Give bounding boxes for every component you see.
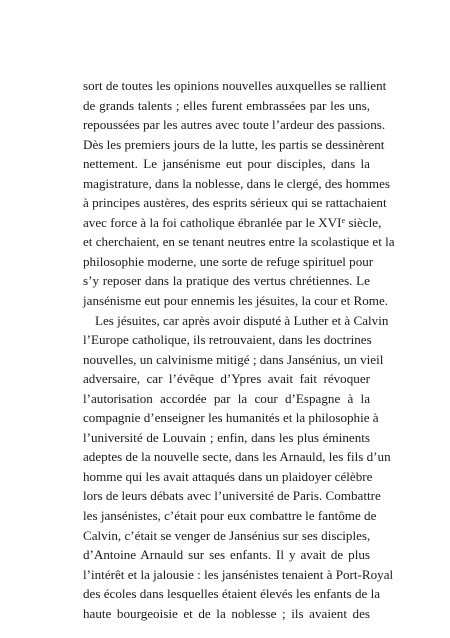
text-line: à principes austères, des esprits sérieux qui se rattachaient [83,195,387,211]
text-line-with-superscript [83,213,382,233]
text-line: homme qui les avait attaqués dans un plaidoyer célèbre [83,468,373,484]
text-line: sort de toutes les opinions nouvelles auxquelles se rallient [83,78,387,93]
body-text [83,76,395,623]
text-line: et cherchaient, en se tenant neutres entre la scolastique et la [83,234,395,250]
text-line: l’université de Louvain ; enfin, dans les plus éminents [83,429,370,445]
text-line: philosophie moderne, une sorte de refuge spirituel pour [83,253,374,269]
text-line: adversaire, car l’évêque d’Ypres avait fait révoquer [83,371,370,387]
text-line: adeptes de la nouvelle secte, dans les Arnauld, les fils d’un [83,449,391,465]
text-line: compagnie d’enseigner les humanités et la philosophie à [83,410,379,426]
text-line: des écoles dans lesquelles étaient élevés les enfants de la [83,586,381,602]
text-line: s’y reposer dans la pratique des vertus chrétiennes. Le [83,273,370,289]
text-line: jansénisme eut pour ennemis les jésuites, la cour et Rome. [83,293,389,309]
text-fragment: siècle, [348,214,382,230]
paragraph-2 [83,311,394,624]
text-line: l’autorisation accordée par la cour d’Espagne à la [83,390,370,406]
paragraph-1 [83,76,395,311]
text-fragment: avec force à la foi catholique ébranlée par le XVI [83,214,342,230]
text-line: lors de leurs débats avec l’université de Paris. Combattre [83,488,381,504]
text-line: nouvelles, un calvinisme mitigé ; dans Jansénius, un vieil [83,351,384,367]
century-superscript: e [341,215,346,225]
text-line: Calvin, c’était se venger de Jansénius sur ses disciples, [83,527,371,543]
text-line: Les jésuites, car après avoir disputé à Luther et à Calvin [95,312,389,328]
text-line: haute bourgeoisie et de la noblesse ; ils avaient des [83,605,370,621]
text-line: les jansénistes, c’était pour eux combattre le fantôme de [83,508,377,524]
text-line: d’Antoine Arnauld sur ses enfants. Il y avait de plus [83,547,370,563]
text-line: nettement. Le jansénisme eut pour disciples, dans la [83,156,370,172]
text-line: Dès les premiers jours de la lutte, les partis se dessinèrent [83,136,385,152]
text-line: l’Europe catholique, ils retrouvaient, dans les doctrines [83,332,372,348]
text-line: repoussées par les autres avec toute l’ardeur des passions. [83,117,386,133]
text-line: de grands talents ; elles furent embrassées par les uns, [83,97,370,113]
text-line: magistrature, dans la noblesse, dans le clergé, des hommes [83,175,391,191]
text-line: l’intérêt et la jalousie : les jansénistes tenaient à Port-Royal [83,566,394,582]
